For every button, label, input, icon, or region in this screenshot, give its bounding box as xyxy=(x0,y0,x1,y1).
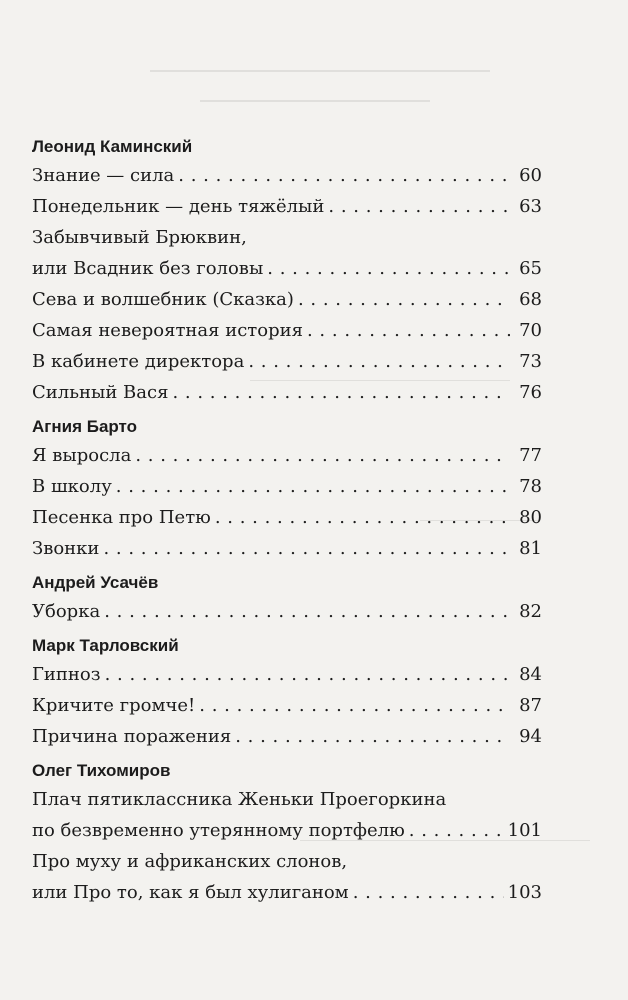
entry-title: Знание — сила xyxy=(32,165,175,186)
toc-entry xyxy=(32,502,542,533)
toc-entry xyxy=(32,377,542,408)
page-number: 101 xyxy=(507,820,542,841)
page-number: 78 xyxy=(519,476,542,497)
author-name: Марк Тарловский xyxy=(32,636,179,655)
page-number: 77 xyxy=(519,445,542,466)
entry-title: Понедельник — день тяжёлый xyxy=(32,196,325,217)
leader-dots xyxy=(116,471,510,502)
entry-title: Песенка про Петю xyxy=(32,507,211,528)
toc-entry xyxy=(32,596,542,627)
leader-dots xyxy=(103,533,510,564)
section-usachev xyxy=(32,570,542,627)
entry-title: В кабинете директора xyxy=(32,351,245,372)
toc-entry xyxy=(32,284,542,315)
leader-dots xyxy=(135,440,510,471)
section-tikhomirov xyxy=(32,758,542,908)
page-number: 80 xyxy=(519,507,542,528)
leader-dots xyxy=(172,377,510,408)
author-name: Андрей Усачёв xyxy=(32,573,159,592)
page-number: 70 xyxy=(519,320,542,341)
page-number: 94 xyxy=(519,726,542,747)
toc-entry xyxy=(32,346,542,377)
toc-entry xyxy=(32,191,542,222)
entry-title: Гипноз xyxy=(32,664,101,685)
entry-title: Звонки xyxy=(32,538,100,559)
entry-title: или Всадник без головы xyxy=(32,258,264,279)
page-number: 87 xyxy=(519,695,542,716)
page-number: 60 xyxy=(519,165,542,186)
page-number: 68 xyxy=(519,289,542,310)
entry-title-line1: Забывчивый Брюквин, xyxy=(32,227,247,248)
page-number: 81 xyxy=(519,538,542,559)
leader-dots xyxy=(248,346,510,377)
toc-entry xyxy=(32,315,542,346)
bleed-through-decoration xyxy=(150,70,490,86)
leader-dots xyxy=(353,877,504,908)
author-name: Олег Тихомиров xyxy=(32,761,171,780)
page-number: 103 xyxy=(507,882,542,903)
leader-dots xyxy=(267,253,510,284)
table-of-contents xyxy=(32,132,542,914)
entry-title: Я выросла xyxy=(32,445,132,466)
entry-title: по безвременно утерянному портфелю xyxy=(32,820,405,841)
page-number: 73 xyxy=(519,351,542,372)
page-number: 82 xyxy=(519,601,542,622)
leader-dots xyxy=(235,721,510,752)
toc-entry xyxy=(32,440,542,471)
leader-dots xyxy=(105,659,510,690)
leader-dots xyxy=(328,191,510,222)
leader-dots xyxy=(298,284,510,315)
toc-entry xyxy=(32,533,542,564)
entry-title: Причина поражения xyxy=(32,726,232,747)
toc-entry xyxy=(32,721,542,752)
toc-entry xyxy=(32,471,542,502)
entry-title: Кричите громче! xyxy=(32,695,196,716)
entry-title: Уборка xyxy=(32,601,101,622)
page-number: 65 xyxy=(519,258,542,279)
entry-title: Самая невероятная история xyxy=(32,320,303,341)
author-name: Агния Барто xyxy=(32,417,138,436)
bleed-through-decoration xyxy=(200,100,430,114)
leader-dots xyxy=(215,502,510,533)
entry-title-line1: Плач пятиклассника Женьки Проегоркина xyxy=(32,789,447,810)
page-number: 63 xyxy=(519,196,542,217)
entry-title: Сильный Вася xyxy=(32,382,169,403)
author-name: Леонид Каминский xyxy=(32,137,193,156)
page-number: 76 xyxy=(519,382,542,403)
entry-title: Сева и волшебник (Сказка) xyxy=(32,289,294,310)
page-number: 84 xyxy=(519,664,542,685)
section-kaminsky xyxy=(32,134,542,408)
toc-entry xyxy=(32,815,542,846)
leader-dots xyxy=(199,690,510,721)
leader-dots xyxy=(409,815,504,846)
entry-title: В школу xyxy=(32,476,112,497)
toc-entry xyxy=(32,160,542,191)
entry-title-line1: Про муху и африканских слонов, xyxy=(32,851,348,872)
toc-entry xyxy=(32,877,542,908)
leader-dots xyxy=(178,160,510,191)
toc-entry xyxy=(32,253,542,284)
entry-title: или Про то, как я был хулиганом xyxy=(32,882,349,903)
toc-entry xyxy=(32,659,542,690)
leader-dots xyxy=(307,315,510,346)
leader-dots xyxy=(104,596,510,627)
section-barto xyxy=(32,414,542,564)
section-tarlovsky xyxy=(32,633,542,752)
toc-entry xyxy=(32,690,542,721)
